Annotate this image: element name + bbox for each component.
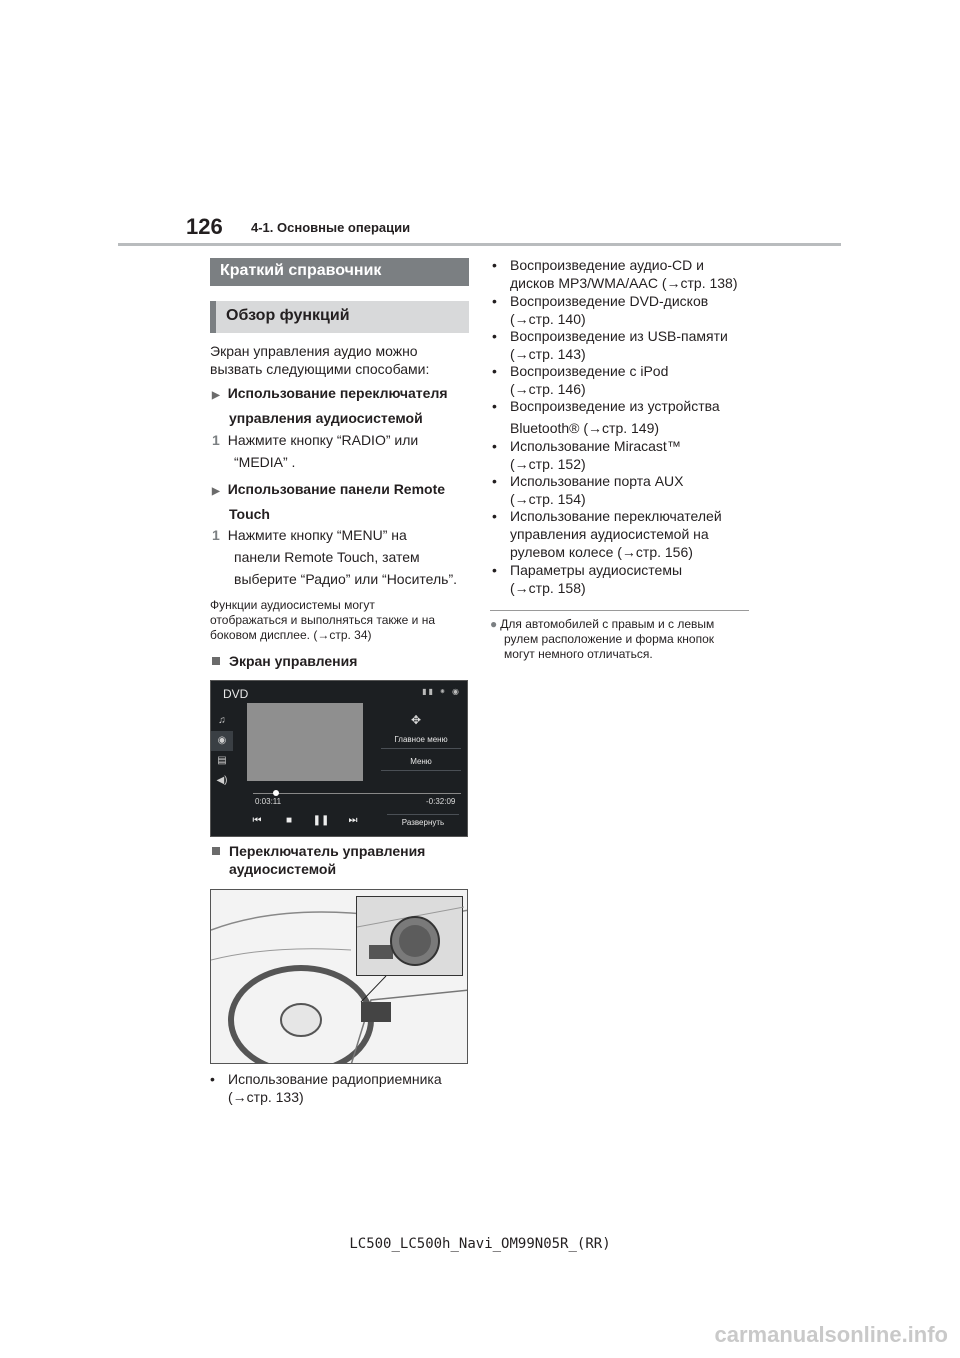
bullet-settings: • Параметры аудиосистемы (→стр. 158) — [492, 562, 683, 596]
bullet-miracast: • Использование Miracast™ (→стр. 152) — [492, 438, 681, 472]
footnote: ● Для автомобилей с правым и с левым рулем расположение и форма кнопок могут немного отличаться. — [490, 617, 715, 661]
square-marker-icon — [212, 847, 220, 855]
bullet-cd: • Воспроизведение аудио-CD и дисков MP3/WMA/AAC (→стр. 138) — [492, 257, 738, 291]
watermark: carmanualsonline.info — [714, 1322, 948, 1347]
source-icon: ♫ — [218, 715, 226, 726]
status-icons: ▮▮ ⁕ ◉ — [422, 687, 461, 696]
main-menu-button: Главное меню — [381, 731, 461, 749]
intro-text: Экран управления аудио можно вызвать следующими способами: — [210, 343, 430, 377]
side-display-note: Функции аудиосистемы могут отображаться и выполняться также и на боковом дисплее. (→стр. 34) — [210, 598, 435, 642]
method1-title: ▶ Использование переключателя управления аудиосистемой — [212, 385, 448, 426]
time-remaining: -0:32:09 — [426, 797, 456, 806]
playback-controls — [241, 815, 369, 826]
switch-heading: Переключатель управления аудиосистемой — [212, 842, 425, 878]
move-icon: ✥ — [411, 713, 422, 727]
progress-track — [253, 793, 461, 794]
section-heading: 4-1. Основные операции — [251, 220, 411, 235]
progress-knob — [273, 790, 279, 796]
browse-icon: ▤ — [217, 755, 227, 766]
method2-title: ▶ Использование панели Remote Touch — [212, 481, 446, 522]
screen-heading: Экран управления — [212, 652, 357, 670]
header-rule — [118, 243, 841, 246]
circle-bullet-icon: ● — [490, 617, 498, 631]
time-elapsed: 0:03:11 — [255, 797, 282, 806]
bullet-dvd: • Воспроизведение DVD-дисков (→стр. 140) — [492, 293, 709, 327]
triangle-marker-icon: ▶ — [212, 390, 220, 401]
previous-icon: ⏮ — [252, 815, 262, 826]
play-mode-icon: ◉ — [211, 731, 233, 751]
switch-closeup-inset — [356, 896, 463, 976]
switch-closeup-drawing — [357, 897, 464, 977]
volume-icon: ◀) — [216, 775, 228, 786]
pause-icon: ❚❚ — [312, 815, 330, 826]
square-marker-icon — [212, 657, 220, 665]
menu-button: Меню — [381, 753, 461, 771]
audio-control-screen — [210, 680, 468, 837]
bullet-bluetooth: • Воспроизведение из устройства Bluetooth® (→стр. 149) — [492, 398, 720, 436]
bullet-ipod: • Воспроизведение с iPod (→стр. 146) — [492, 363, 669, 397]
bullet-aux: • Использование порта AUX (→стр. 154) — [492, 473, 684, 507]
stop-icon: ■ — [285, 815, 293, 826]
page-number: 126 — [186, 214, 223, 239]
video-area — [247, 703, 363, 781]
method2-step: 1 Нажмите кнопку “MENU” на панели Remote Touch, затем выберите “Радио” или “Носитель”. — [212, 527, 458, 587]
method1-step: 1 Нажмите кнопку “RADIO” или “MEDIA” . — [212, 432, 419, 470]
screen-sidebar — [211, 711, 233, 836]
document-footer: LC500_LC500h_Navi_OM99N05R_(RR) — [349, 1236, 611, 1252]
bullet-steering: • Использование переключателей управления аудиосистемой на рулевом колесе (→стр. 156) — [492, 508, 722, 560]
screen-title: DVD — [223, 687, 249, 701]
footnote-rule — [490, 610, 749, 611]
expand-button: Развернуть — [387, 814, 459, 830]
next-icon: ⏭ — [348, 815, 358, 826]
quick-reference-band: Краткий справочник — [210, 258, 469, 286]
triangle-marker-icon: ▶ — [212, 486, 220, 497]
radio-bullet: • Использование радиоприемника (→стр. 133) — [210, 1071, 442, 1105]
overview-band: Обзор функций — [210, 301, 469, 333]
bullet-usb: • Воспроизведение из USB-памяти (→стр. 143) — [492, 328, 728, 362]
